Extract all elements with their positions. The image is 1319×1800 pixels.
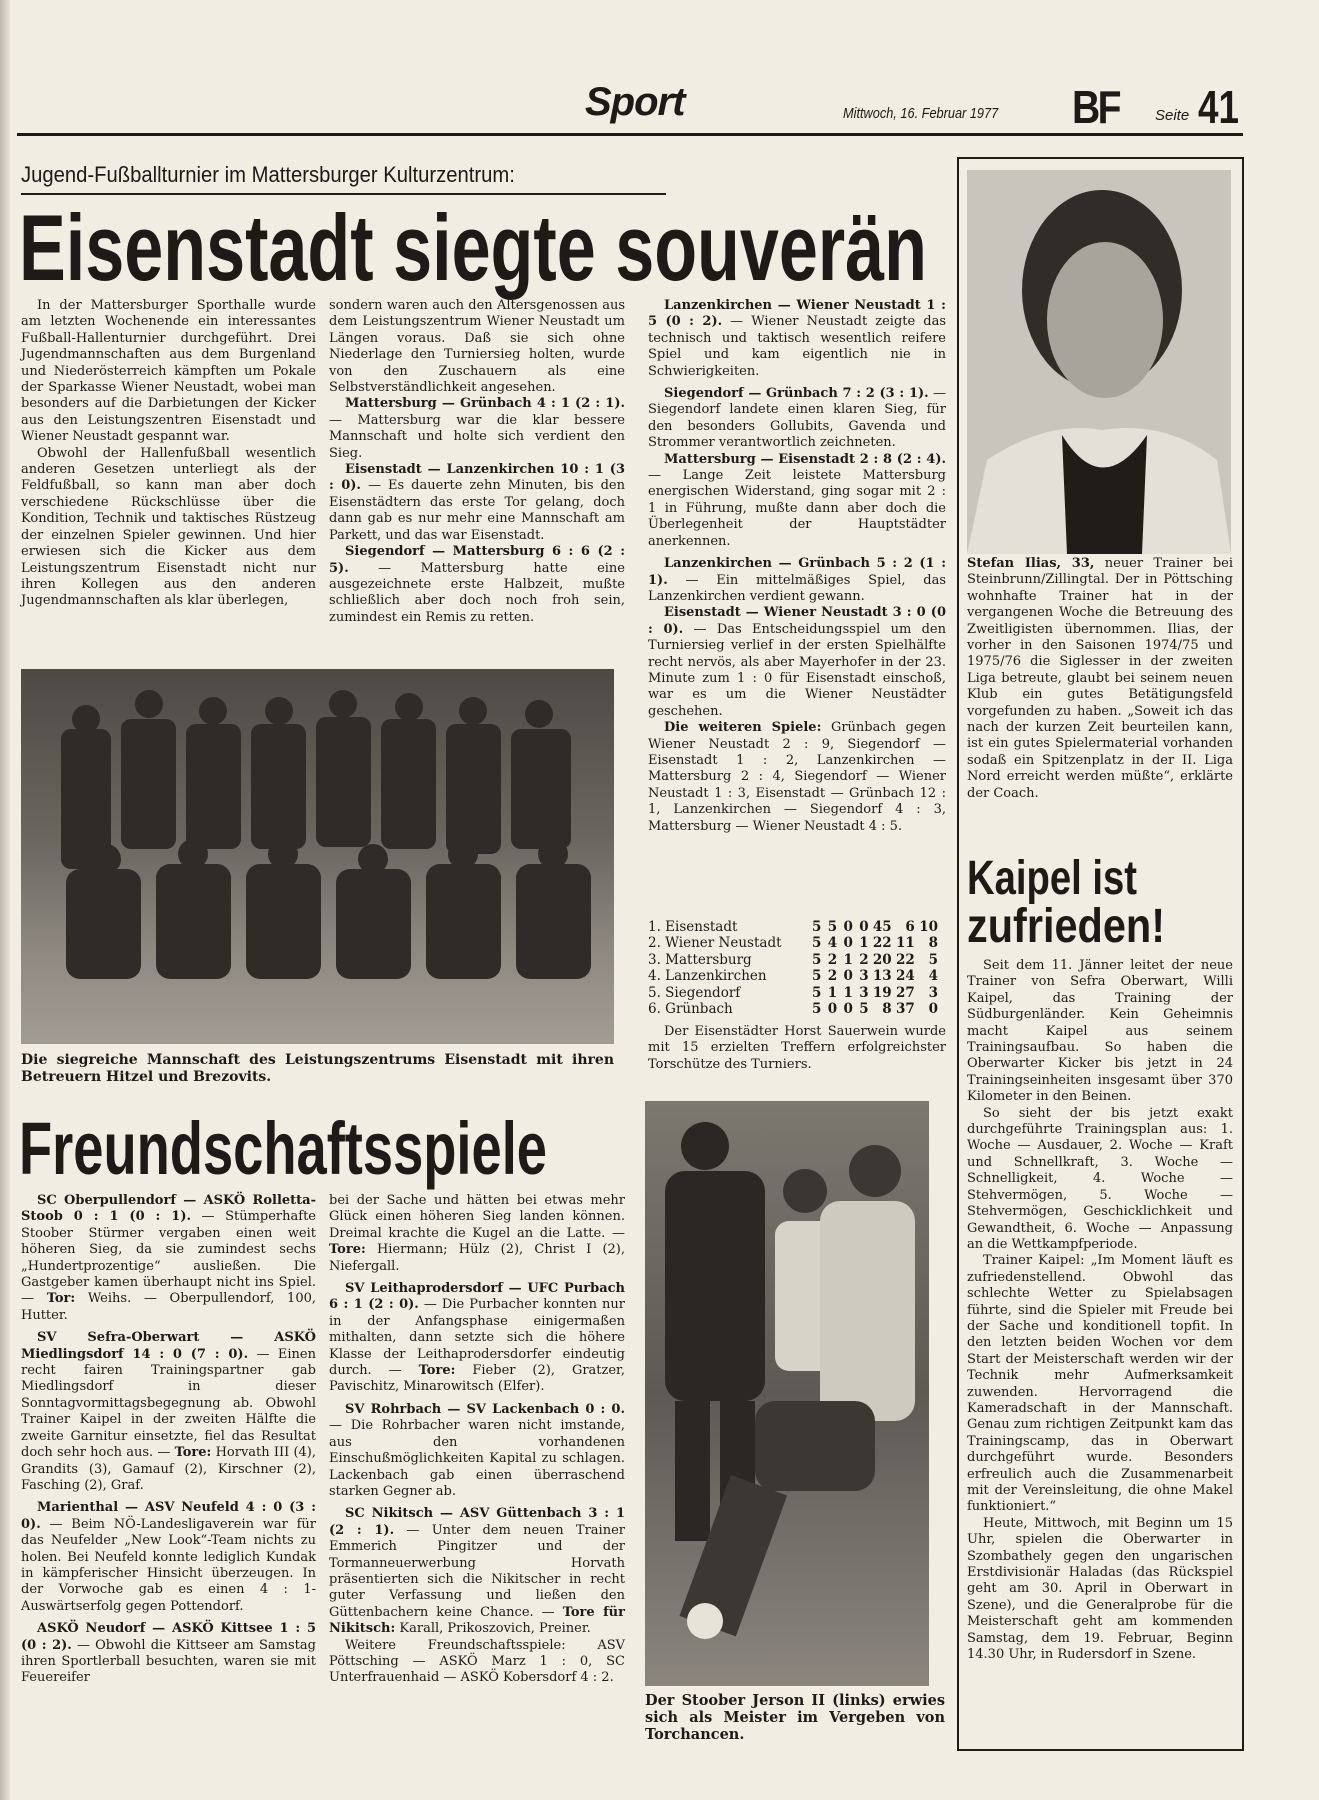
portrait-photo bbox=[967, 170, 1231, 554]
text-run: — Wiener Neustadt zeigte das technisch und taktisch wesentlich reifere Spiel und kam eigentlich nie in Schwierigkeiten. bbox=[648, 314, 946, 379]
sidebar-headline-line-1: Kaipel ist bbox=[967, 852, 1138, 905]
paragraph bbox=[329, 1638, 625, 1687]
paragraph bbox=[329, 1281, 625, 1396]
bold-lead: Tore: bbox=[418, 1363, 456, 1379]
stat-cell: 4 bbox=[928, 968, 938, 985]
text-run: — Unter dem neuen Trainer Emmerich Pingitzer und der Tormanneuerwerbung Horvath präsentierten sich die Nikitscher in recht guter Verfassung und ließen den Güttenbachern keine Chance. — bbox=[329, 1522, 625, 1620]
text-run: — Einen recht fairen Trainingspartner gab Miedlingsdorf in dieser Sonntagvormittagsbegegnung ab. Obwohl Trainer Kaipel in der zweiten Hälfte die zweite Garnitur einsetzte, fiel das Resultat doch sehr hoch aus. — bbox=[21, 1346, 316, 1461]
stat-cell: 8 bbox=[928, 935, 938, 952]
bold-lead: SV Rohrbach — SV Lackenbach 0 : 0. bbox=[345, 1401, 625, 1417]
paragraph bbox=[967, 1516, 1233, 1664]
standings-table bbox=[648, 919, 938, 1017]
paragraph bbox=[648, 605, 946, 720]
stat-cell: 22 bbox=[872, 935, 892, 952]
paragraph bbox=[21, 446, 316, 610]
stat-cell: 0 bbox=[843, 1001, 853, 1018]
paragraph bbox=[967, 1106, 1233, 1254]
stat-cell: 2 bbox=[859, 951, 869, 968]
standings-row bbox=[648, 935, 938, 951]
paragraph bbox=[648, 720, 946, 835]
text-run: Karall, Prikoszovich, Preiner. bbox=[395, 1621, 591, 1637]
stat-cell: 5 bbox=[811, 1001, 822, 1018]
issue-date: Mittwoch, 16. Februar 1977 bbox=[843, 105, 999, 122]
paragraph bbox=[329, 1506, 625, 1637]
article-column-2 bbox=[329, 298, 625, 664]
team-name: 1. Eisenstadt bbox=[648, 919, 738, 935]
text-run: Obwohl der Hallenfußball wesentlich anderen Gesetzen unterliegt als der Feldfußball, so kann man aber doch verschiedene Rückschlüsse über die Kondition, Technik und taktisches Rüstzeug der einzelnen Spieler gewinnen. Und hier erwiesen sich die Kicker aus dem Leistungszentrum Eisenstadt nicht nur ihren Kollegen aus den anderen Jugendmannschaften als klar überlegen, bbox=[21, 445, 316, 609]
text-run: Seit dem 11. Jänner leitet der neue Trainer von Sefra Oberwart, Willi Kaipel, das Training der Südburgenländer. Kein Geheimnis macht Kaipel aus seinem Trainingsaufbau. So haben die Oberwarter Kicker bis jetzt in 24 Trainingseinheiten insgesamt über 370 Kilometer in den Beinen. bbox=[967, 958, 1233, 1105]
text-run: Der Eisenstädter Horst Sauerwein wurde mit 15 erzielten Treffern erfolgreichster Torschütze des Turniers. bbox=[648, 1024, 946, 1072]
team-name: 4. Lanzenkirchen bbox=[648, 968, 767, 985]
bold-lead: Siegendorf — Mattersburg 6 : 6 (2 : 5). bbox=[329, 544, 625, 576]
text-run: — Mattersburg hatte eine ausgezeichnete erste Halbzeit, mußte schließlich aber doch noch froh sein, zumindest ein Remis zu retten. bbox=[329, 560, 625, 625]
text-run: Hiermann; Hülz (2), Christ I (2), Niefergall. bbox=[329, 1242, 625, 1274]
stat-cell: 10 bbox=[919, 919, 938, 935]
stat-cell: 13 bbox=[872, 968, 892, 985]
paragraph bbox=[648, 556, 946, 605]
sidebar-article bbox=[967, 958, 1233, 1743]
stat-cell: 5 bbox=[928, 951, 938, 968]
stat-cell: 20 bbox=[872, 951, 892, 968]
article-column-3 bbox=[648, 298, 946, 914]
paragraph bbox=[967, 1253, 1233, 1516]
stat-cell: 5 bbox=[811, 935, 822, 952]
team-name: 6. Grünbach bbox=[648, 1001, 733, 1018]
text-run: — Lange Zeit leistete Mattersburg energischen Widerstand, ging sogar mit 2 : 1 in Führung, mußte dann aber doch die Überlegenheit der Hauptstädter anerkennen. bbox=[648, 468, 946, 549]
paragraph bbox=[329, 396, 625, 462]
stat-cell: 45 bbox=[872, 919, 892, 935]
stat-cell: 0 bbox=[928, 1001, 938, 1018]
stat-cell: 4 bbox=[827, 935, 838, 952]
text-run: — Siegendorf landete einen klaren Sieg, für den besonders Gollubits, Gavenda und Strommer verantwortlich zeichneten. bbox=[648, 386, 946, 451]
headline-text: Eisenstadt siegte souverän bbox=[19, 195, 927, 300]
paragraph bbox=[329, 462, 625, 544]
team-name: 5. Siegendorf bbox=[648, 984, 741, 1001]
team-photo-image bbox=[21, 669, 614, 1044]
text-run: Weihs. — Oberpullendorf, 100, Hutter. bbox=[21, 1291, 316, 1323]
bold-lead: Lanzenkirchen — Wiener Neustadt 1 : 5 (0 : 2). bbox=[648, 298, 946, 330]
paragraph bbox=[648, 298, 946, 380]
text-run: — Die Purbacher konnten nur in der Anfangsphase einigermaßen mithalten, dann setzte sich die höhere Klasse der Leithaprodersdorfer eindeutig durch. — bbox=[329, 1297, 625, 1379]
stat-cell: 5 bbox=[811, 919, 822, 935]
text-run: In der Mattersburger Sporthalle wurde am letzten Wochenende ein interessantes Fußball-Hallenturnier durchgeführt. Drei Jugendmannschaften aus dem Burgenland und Niederösterreich kämpften um Pokale der Sparkasse Wiener Neustadt, wobei man besonders auf die Darbietungen der Kicker aus den Leistungszentren Eisenstadt und Wiener Neustadt gespannt war. bbox=[21, 298, 316, 445]
match-photo bbox=[645, 1101, 929, 1686]
stat-cell: 0 bbox=[843, 935, 853, 952]
paragraph bbox=[21, 1193, 316, 1324]
bold-lead: Stefan Ilias, 33, bbox=[967, 556, 1095, 571]
stat-cell: 22 bbox=[896, 951, 915, 968]
stat-cell: 19 bbox=[872, 984, 892, 1001]
stat-cell: 24 bbox=[896, 968, 915, 985]
section-title: Sport bbox=[585, 80, 685, 124]
friendlies-headline bbox=[19, 1107, 551, 1190]
paragraph bbox=[329, 298, 625, 396]
text-run: — Obwohl die Kittseer am Samstag ihren Sportlerball besuchten, waren sie mit Feuereifer bbox=[21, 1637, 316, 1686]
friendlies-headline-text: Freundschaftsspiele bbox=[19, 1107, 547, 1190]
text-run: Heute, Mittwoch, mit Beginn um 15 Uhr, spielen die Oberwarter in Szombathely gegen den ungarischen Erstdivisionär Haladas (das Rückspiel geht am 30. April in Oberwart in Szene), und die Generalprobe für die Meisterschaft geht am kommenden Samstag, dem 19. Februar, Beginn 14.30 Uhr, in Rudersdorf in Szene. bbox=[967, 1515, 1233, 1663]
stat-cell: 3 bbox=[859, 984, 869, 1001]
stat-cell: 3 bbox=[859, 968, 869, 985]
paragraph bbox=[329, 1402, 625, 1500]
bold-lead: Eisenstadt — Wiener Neustadt 3 : 0 (0 : 0). bbox=[648, 605, 946, 637]
stat-cell: 5 bbox=[811, 951, 822, 968]
text-run: — Die Rohrbacher waren nicht imstande, aus den vorhandenen Einschußmöglichkeiten Kapital zu schlagen. Lackenbach gab einen überraschend starken Gegner ab. bbox=[329, 1418, 625, 1499]
stat-cell: 5 bbox=[811, 984, 822, 1001]
paragraph bbox=[648, 386, 946, 452]
bold-lead: Siegendorf — Grünbach 7 : 2 (3 : 1). bbox=[664, 386, 929, 402]
team-name: 2. Wiener Neustadt bbox=[648, 935, 782, 952]
bold-lead: Tore: bbox=[329, 1242, 366, 1258]
text-run: sondern waren auch den Altersgenossen aus dem Leistungszentrum Wiener Neustadt um Längen voraus. Daß sie sich ohne Niederlage den Turniersieg holten, wurde von den Zuschauern als eine Selbstverständlichkeit angesehen. bbox=[329, 298, 625, 396]
stat-cell: 1 bbox=[843, 951, 853, 968]
sidebar-headline-line-2: zufrieden! bbox=[967, 900, 1165, 953]
article-headline bbox=[19, 195, 931, 300]
standings-row bbox=[648, 919, 938, 935]
page-label: Seite bbox=[1155, 107, 1190, 124]
text-run: — Ein mittelmäßiges Spiel, das Lanzenkirchen verdient gewann. bbox=[648, 572, 946, 604]
team-photo bbox=[21, 669, 614, 1044]
article-closing bbox=[648, 1024, 946, 1094]
standings-row bbox=[648, 968, 938, 984]
friendlies-column-2 bbox=[329, 1193, 625, 1748]
team-photo-caption: Die siegreiche Mannschaft des Leistungszentrums Eisenstadt mit ihren Betreuern Hitzel und Brezovits. bbox=[21, 1052, 614, 1085]
text-run: Grünbach gegen Wiener Neustadt 2 : 9, Siegendorf — Eisenstadt 1 : 2, Lanzenkirchen — Mattersburg 2 : 4, Siegendorf — Wiener Neustadt 1 : 3, Eisenstadt — Grünbach 12 : 1, Lanzenkirchen — Siegendorf 4 : 3, Mattersburg — Wiener Neustadt 4 : 5. bbox=[648, 720, 946, 834]
bold-lead: Mattersburg — Eisenstadt 2 : 8 (2 : 4). bbox=[664, 451, 946, 467]
paragraph bbox=[967, 556, 1233, 802]
stat-cell: 0 bbox=[843, 968, 853, 985]
stat-cell: 8 bbox=[882, 1001, 892, 1018]
match-photo-image bbox=[645, 1101, 929, 1686]
stat-cell: 3 bbox=[928, 984, 938, 1001]
stat-cell: 0 bbox=[843, 919, 853, 935]
stat-cell: 5 bbox=[827, 919, 838, 935]
text-run: Weitere Freundschaftsspiele: ASV Pöttsching — ASKÖ Marz 1 : 0, SC Unterfrauenhaid — ASKÖ Kobersdorf 4 : 2. bbox=[329, 1637, 625, 1686]
portrait-image bbox=[967, 170, 1231, 554]
stat-cell: 27 bbox=[896, 984, 915, 1001]
bold-lead: Tor: bbox=[46, 1291, 76, 1307]
friendlies-column-1 bbox=[21, 1193, 316, 1748]
stat-cell: 5 bbox=[859, 1001, 869, 1018]
bold-lead: Die weiteren Spiele: bbox=[664, 720, 822, 736]
text-run: — Das Entscheidungsspiel um den Turniersieg verlief in der ersten Spielhälfte recht nervös, als aber Mayerhofer in der 23. Minute zum 1 : 0 für Eisenstadt einschoß, war es um die Wiener Neustädter geschehen. bbox=[648, 621, 946, 719]
paragraph bbox=[329, 544, 625, 626]
bold-lead: Eisenstadt — Lanzenkirchen 10 : 1 (3 : 0). bbox=[329, 462, 625, 494]
page-number: 41 bbox=[1198, 81, 1239, 133]
bold-lead: Tore für Nikitsch: bbox=[329, 1604, 625, 1637]
bold-lead: ASKÖ Neudorf — ASKÖ Kittsee 1 : 5 (0 : 2). bbox=[21, 1621, 316, 1653]
stat-cell: 0 bbox=[859, 919, 869, 935]
sidebar-headline-svg bbox=[967, 852, 1227, 953]
bold-lead: SV Sefra-Oberwart — ASKÖ Miedlingsdorf 14 : 0 (7 : 0). bbox=[21, 1330, 316, 1362]
stat-cell: 11 bbox=[896, 935, 915, 952]
text-run: neuer Trainer bei Steinbrunn/Zillingtal. Der in Pöttsching wohnhafte Trainer hat in der vergangenen Woche die Betreuung des Zweitligisten übernommen. Ilias, der vorher in den Saisonen 1974/75 und 1975/76 die Siglesser in der zweiten Liga betreute, glaubt bei seinem neuen Klub ein gutes Betätigungsfeld vorgefunden zu haben. „Soweit ich das nach der kurzen Zeit beurteilen kann, ist ein gutes Spielermaterial vorhanden sodaß ein Spitzenplatz in der II. Liga Nord erreicht werden müßte“, erklärte der Coach. bbox=[967, 556, 1233, 801]
text-run: — Mattersburg war die klar bessere Mannschaft und holte sich verdient den Sieg. bbox=[329, 412, 625, 461]
text-run: Fieber (2), Gratzer, Pavischitz, Minarowitsch (Elfer). bbox=[329, 1363, 625, 1395]
paragraph bbox=[21, 1330, 316, 1494]
paragraph bbox=[648, 452, 946, 550]
standings-row bbox=[648, 952, 938, 968]
stat-cell: 1 bbox=[859, 935, 869, 952]
stat-cell: 2 bbox=[827, 951, 838, 968]
article-column-1 bbox=[21, 298, 316, 664]
bold-lead: Marienthal — ASV Neufeld 4 : 0 (3 : 0). bbox=[21, 1500, 316, 1532]
portrait-caption bbox=[967, 556, 1233, 856]
text-run: — Stümperhafte Stoober Stürmer vergaben einen weit höheren Sieg, da sie zumindest sechs „Hundertprozentige“ ausließen. Die Gastgeber kamen überhaupt nicht ins Spiel. — bbox=[21, 1209, 316, 1307]
text-run: — Beim NÖ-Landesligaverein war für das Neufelder „New Look“-Team nichts zu holen. Bei Neufeld konnte lediglich Kundak in kämpferischer Hinsicht überzeugen. In der Vorwoche gab es einen 4 : 1-Auswärtserfolg gegen Pottendorf. bbox=[21, 1516, 316, 1614]
match-photo-caption: Der Stoober Jerson II (links) erwies sich als Meister im Vergeben von Torchancen. bbox=[645, 1692, 945, 1743]
header-rule bbox=[17, 133, 1243, 136]
paragraph bbox=[967, 958, 1233, 1106]
text-run: Horvath III (4), Grandits (3), Gamauf (2), Kirschner (2), Fasching (2), Graf. bbox=[21, 1445, 317, 1493]
stat-cell: 5 bbox=[811, 968, 822, 985]
scan-edge bbox=[0, 0, 10, 1800]
text-run: — Es dauerte zehn Minuten, bis den Eisenstädtern das erste Tor gelang, doch dann gab es nur mehr eine Mannschaft am Parkett, und das war Eisenstadt. bbox=[329, 478, 625, 543]
text-run: So sieht der bis jetzt exakt durchgeführte Trainingsplan aus: 1. Woche — Ausdauer, 2. Woche — Kraft und Schnellkraft, 3. Woche — Schnelligkeit, 4. Woche — Stehvermögen, 5. Woche — Stehvermögen, Geschicklichkeit und Gewandtheit, 6. Woche — Anpassung an die Wettkampfperiode. bbox=[967, 1105, 1233, 1252]
stat-cell: 1 bbox=[843, 984, 853, 1001]
bold-lead: Mattersburg — Grünbach 4 : 1 (2 : 1). bbox=[345, 396, 625, 412]
stat-cell: 6 bbox=[905, 919, 915, 935]
bold-lead: Lanzenkirchen — Grünbach 5 : 2 (1 : 1). bbox=[648, 556, 946, 588]
sidebar-headline bbox=[967, 852, 1227, 952]
bold-lead: SC Nikitsch — ASV Güttenbach 3 : 1 (2 : 1). bbox=[329, 1506, 625, 1538]
standings-row bbox=[648, 985, 938, 1001]
standings-row bbox=[648, 1001, 938, 1017]
stat-cell: 2 bbox=[827, 968, 838, 985]
paragraph bbox=[648, 1024, 946, 1073]
stat-cell: 37 bbox=[896, 1001, 915, 1018]
text-run: Trainer Kaipel: „Im Moment läuft es zufriedenstellend. Obwohl das schlechte Wetter zu Spielabsagen führte, sind die Spieler mit Freude bei der Sache und konditionell topfit. In den letzten beiden Wochen vor dem Start der Meisterschaft werden wir der Technik mehr Aufmerksamkeit zuwenden. Hervorragend die Kameradschaft in der Mannschaft. Genau zum richtigen Zeitpunkt kam das Trainingscamp, das in Oberwart durchgeführt wurde. Besonders erfreulich auch die Zusammenarbeit mit der Vereinsleitung, die ohne Makel funktioniert.“ bbox=[967, 1253, 1233, 1515]
bold-lead: SV Leithaprodersdorf — UFC Purbach 6 : 1 (2 : 0). bbox=[329, 1281, 625, 1313]
text-run: bei der Sache und hätten bei etwas mehr Glück einen höheren Sieg landen können. Dreimal krachte die Kugel an die Latte. — bbox=[329, 1193, 625, 1241]
stat-cell: 0 bbox=[827, 1001, 838, 1018]
article-kicker: Jugend-Fußballturnier im Mattersburger Kulturzentrum: bbox=[21, 162, 515, 187]
paragraph bbox=[21, 1500, 316, 1615]
stat-cell: 1 bbox=[827, 984, 838, 1001]
paragraph bbox=[21, 1621, 316, 1687]
paragraph bbox=[21, 298, 316, 446]
newspaper-logo: BF bbox=[1072, 81, 1120, 133]
team-name: 3. Mattersburg bbox=[648, 951, 752, 968]
paragraph bbox=[329, 1193, 625, 1275]
bold-lead: Tore: bbox=[174, 1445, 212, 1461]
bold-lead: SC Oberpullendorf — ASKÖ Rolletta-Stoob 0 : 1 (0 : 1). bbox=[21, 1193, 316, 1225]
